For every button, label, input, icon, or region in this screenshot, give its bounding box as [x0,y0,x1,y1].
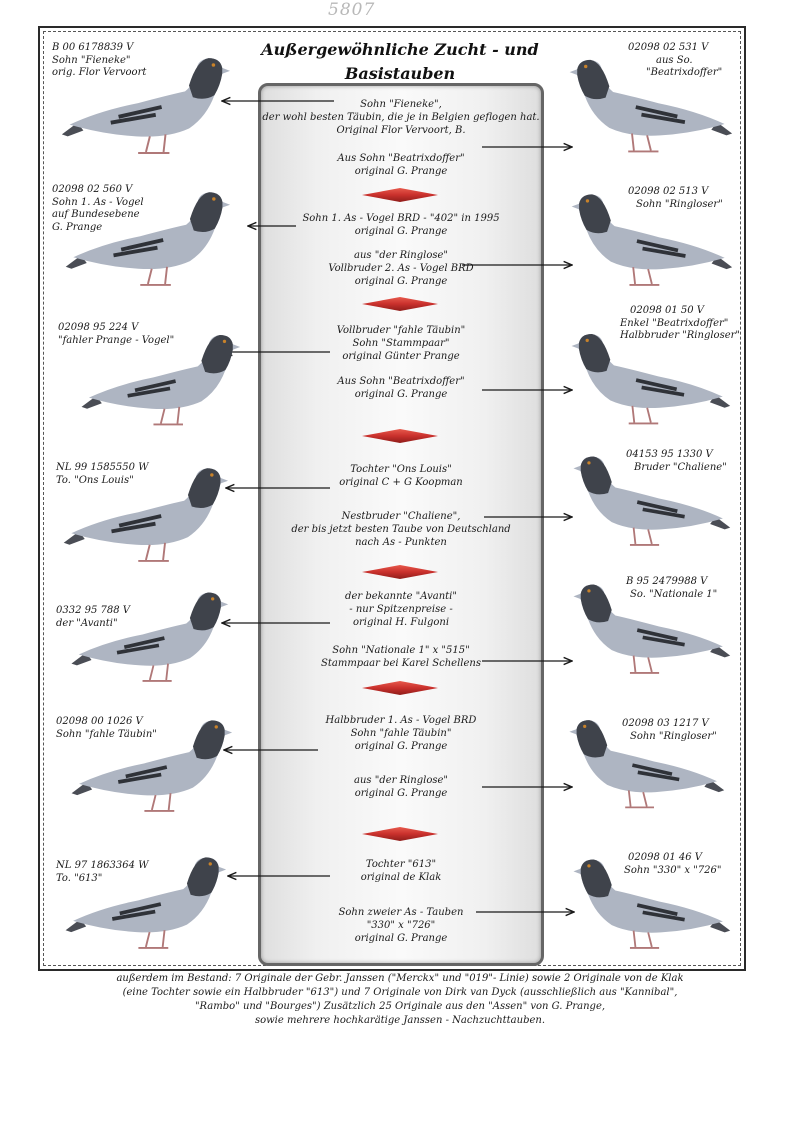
pigeon-photo-right-6 [564,702,726,830]
pigeon-photo-right-4 [568,440,732,566]
panel-line: Stammpaar bei Karel Schellens [321,658,481,669]
ring-number: B 95 2479988 V [626,576,708,587]
bird-desc: So. "Nationale 1" [630,588,718,600]
ring-number: 0332 95 788 V [56,605,131,616]
panel-line: der bis jetzt besten Taube von Deutschland [291,524,511,535]
panel-line: der bekannte "Avanti" [345,591,457,602]
footer-line: sowie mehrere hochkarätige Janssen - Nachzuchttauben. [254,1015,546,1026]
bird-desc: orig. Flor Vervoort [52,67,147,78]
panel-line: Tochter "613" [365,859,437,870]
panel-line: Tochter "Ons Louis" [350,464,452,475]
panel-line: Aus Sohn "Beatrixdoffer" [337,153,465,164]
bird-desc: G. Prange [52,221,103,233]
pigeon-photo-left-1 [56,42,232,174]
panel-line: Aus Sohn "Beatrixdoffer" [337,376,465,387]
pigeon-photo-right-2 [566,178,734,306]
pigeon-photo-left-3 [76,318,242,446]
footer-line: (eine Tochter sowie ein Halbbruder "613") und 7 Originale von Dirk van Dyck (ausschließlich aus "Kannibal", [122,987,678,998]
bird-desc: Sohn "fahle Täubin" [56,728,157,740]
bird-desc: aus So. [656,54,693,66]
bird-desc: To. "Ons Louis" [56,474,134,486]
bird-desc: Sohn "Fieneke" [52,54,131,66]
bird-desc: Bruder "Chaliene" [634,461,727,473]
ring-number: 02098 95 224 V [58,322,139,333]
panel-line: original G. Prange [354,741,448,752]
ring-number: 02098 03 1217 V [622,718,709,729]
panel-line: Vollbruder 2. As - Vogel BRD [328,263,474,274]
panel-line: original G. Prange [354,389,448,400]
title-line-1: Außergewöhnliche Zucht - und [261,40,539,59]
panel-line: original G. Prange [354,933,448,944]
bird-desc: Sohn "Ringloser" [630,730,717,742]
panel-line: "330" x "726" [366,920,436,931]
panel-line: Vollbruder "fahle Täubin" [336,325,466,336]
bird-desc: "Beatrixdoffer" [646,67,723,78]
bird-desc: auf Bundesebene [52,209,140,220]
panel-line: Nestbruder "Chaliene", [341,511,461,522]
bird-desc: Enkel "Beatrixdoffer" [620,317,729,329]
panel-line: - nur Spitzenpreise - [349,604,453,615]
panel-line: Sohn "Fieneke", [360,99,442,110]
ring-number: 02098 00 1026 V [56,716,143,727]
title-line-2: Basistauben [344,64,456,83]
ring-number: NL 97 1863364 W [56,860,149,871]
panel-line: Sohn "Stammpaar" [352,338,450,349]
panel-line: original H. Fulgoni [352,617,450,628]
panel-line: original de Klak [360,872,442,883]
panel-line: der wohl besten Täubin, die je in Belgien geflogen hat. [262,112,540,123]
panel-line: Sohn 1. As - Vogel BRD - "402" in 1995 [302,213,500,224]
footer-line: außerdem im Bestand: 7 Originale der Gebr. Janssen ("Merckx" und "019"- Linie) sowie 2 Originale von de Klak [116,973,684,984]
panel-line: Halbbruder 1. As - Vogel BRD [325,715,477,726]
pigeon-photo-right-7 [568,844,732,968]
bird-desc: Sohn "330" x "726" [624,864,722,876]
panel-line: original G. Prange [354,276,448,287]
panel-line: original C + G Koopman [339,477,463,488]
panel-line: Sohn zweier As - Tauben [338,907,464,918]
ring-number: 02098 02 560 V [52,184,133,195]
footer-line: "Rambo" und "Bourges") Zusätzlich 25 Originale aus den "Assen" von G. Prange, [194,1001,606,1012]
panel-line: Original Flor Vervoort, B. [336,125,466,136]
panel-line: original G. Prange [354,166,448,177]
bird-desc: der "Avanti" [56,617,118,629]
ring-number: NL 99 1585550 W [56,462,149,473]
ring-number: 02098 02 531 V [628,42,709,53]
pigeon-photo-left-7 [60,840,228,970]
panel-line: original G. Prange [354,788,448,799]
panel-line: aus "der Ringlose" [353,250,449,261]
pigeon-photo-left-2 [60,176,232,306]
bird-desc: "fahler Prange - Vogel" [58,334,175,346]
pigeon-photo-right-3 [566,318,732,444]
panel-line: nach As - Punkten [355,537,447,548]
handwritten-scribble: 5807 [328,0,376,20]
pigeon-photo-right-5 [568,566,732,696]
ring-number: 02098 02 513 V [628,186,709,197]
panel-line: aus "der Ringlose" [353,775,449,786]
pigeon-photo-left-4 [58,452,230,582]
pigeon-photo-right-1 [564,42,734,174]
panel-line: Sohn "fahle Täubin" [350,728,452,739]
bird-desc: To. "613" [56,872,103,884]
panel-line: original Günter Prange [342,351,460,362]
bird-desc: Sohn 1. As - Vogel [52,196,144,208]
ring-number: 02098 01 46 V [628,852,703,863]
panel-line: Sohn "Nationale 1" x "515" [332,645,470,656]
bird-desc: Halbbruder "Ringloser" [620,330,740,341]
ring-number: 04153 95 1330 V [626,449,713,460]
ring-number: 02098 01 50 V [630,305,705,316]
footer-note [50,972,750,1028]
panel-line: original G. Prange [354,226,448,237]
bird-desc: Sohn "Ringloser" [636,198,723,210]
ring-number: B 00 6178839 V [52,42,134,53]
pigeon-photo-left-5 [66,574,230,704]
pigeon-photo-left-6 [66,704,234,832]
